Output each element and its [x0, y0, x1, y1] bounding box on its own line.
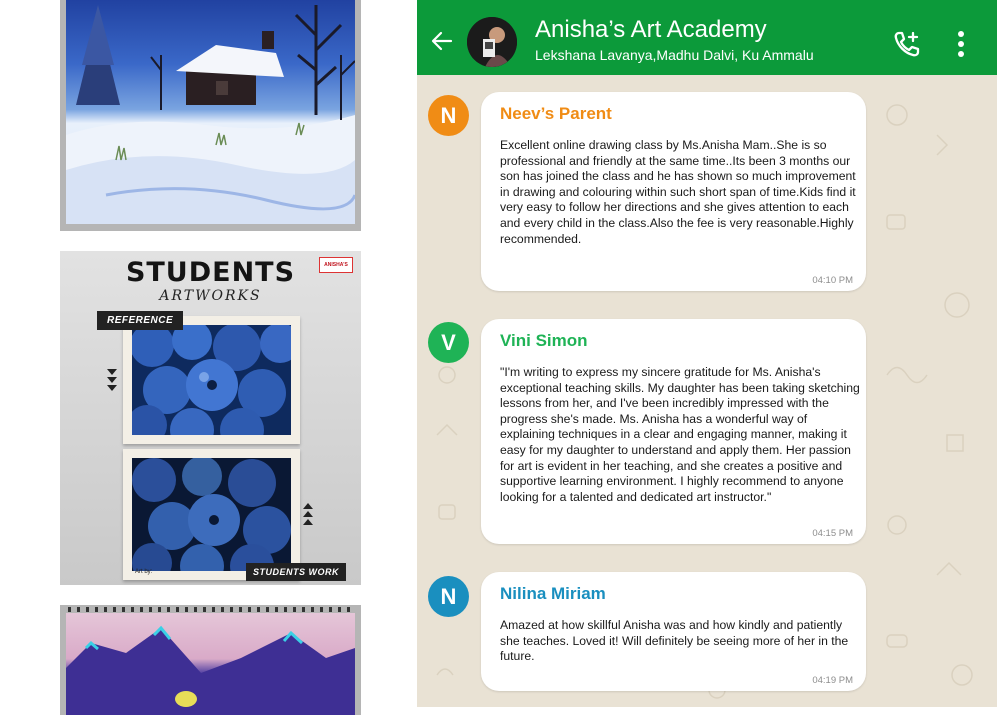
message-bubble [481, 92, 866, 291]
reference-artwork [123, 316, 300, 444]
sender-avatar[interactable]: N [428, 576, 469, 617]
message-bubble [481, 319, 866, 544]
mountain-drawing-card [60, 605, 361, 715]
art-by-label: Art by: [135, 569, 153, 575]
message-time: 04:10 PM [812, 275, 853, 286]
chat-header [417, 0, 997, 75]
spiral-binding [68, 607, 353, 612]
triangle-markers-icon [107, 369, 117, 393]
triangle-markers-icon [303, 503, 313, 527]
message-time: 04:19 PM [812, 675, 853, 686]
sender-avatar[interactable]: N [428, 95, 469, 136]
message-text: "I'm writing to express my sincere gratitude for Ms. Anisha's exceptional teaching skills. My daughter has been taking sketching lessons from her, and I've been incredibly impressed with the progress she's made. Ms. Anisha has a wonderful way of explaining techniques in a clear and engaging manner, making it easy for my daughter to understand and apply them. Her passion for art is evident in her teaching, and she creates a positive and supportive learning environment. I highly recommend to anyone looking for a talented and dedicated art instructor." [500, 365, 860, 504]
poster-title: STUDENTS [125, 257, 296, 288]
chat-window [417, 0, 997, 707]
sender-avatar[interactable]: V [428, 322, 469, 363]
phone-add-icon[interactable] [891, 28, 923, 60]
group-members: Lekshana Lavanya,Madhu Dalvi, Ku Ammalu [535, 47, 814, 63]
students-artworks-card [60, 251, 361, 585]
students-artworks-poster [60, 251, 361, 585]
sender-name: Neev’s Parent [500, 104, 612, 123]
message-bubble [481, 572, 866, 691]
poster-subtitle: ARTWORKS [159, 288, 262, 304]
group-avatar[interactable] [467, 17, 517, 67]
winter-painting-card [60, 0, 361, 231]
student-artwork [123, 449, 300, 580]
back-arrow-icon[interactable] [429, 28, 455, 54]
academy-logo: ANISHA'S [319, 257, 353, 273]
sender-name: Nilina Miriam [500, 584, 606, 603]
sender-name: Vini Simon [500, 331, 588, 350]
message-text: Excellent online drawing class by Ms.Anisha Mam..She is so professional and friendly at the same time..Its been 3 months our son has joined the class and he has shown so much improvement in drawing and colouring within such short span of time.Kids find it very easy to follow her directions and she gives attention to each and every child in the class.Also the fee is very reasonable.Highly recommended. [500, 138, 856, 246]
winter-cottage-painting [66, 0, 355, 224]
group-title: Anisha’s Art Academy [535, 16, 767, 43]
message-time: 04:15 PM [812, 528, 853, 539]
message-text: Amazed at how skillful Anisha was and how kindly and patiently she teaches. Loved it! Will definitely be seeing more of her in the future. [500, 618, 849, 664]
students-work-tag: STUDENTS WORK [246, 563, 346, 581]
more-vert-icon[interactable] [953, 30, 969, 60]
reference-tag: REFERENCE [97, 311, 183, 330]
mountain-drawing [66, 613, 355, 715]
